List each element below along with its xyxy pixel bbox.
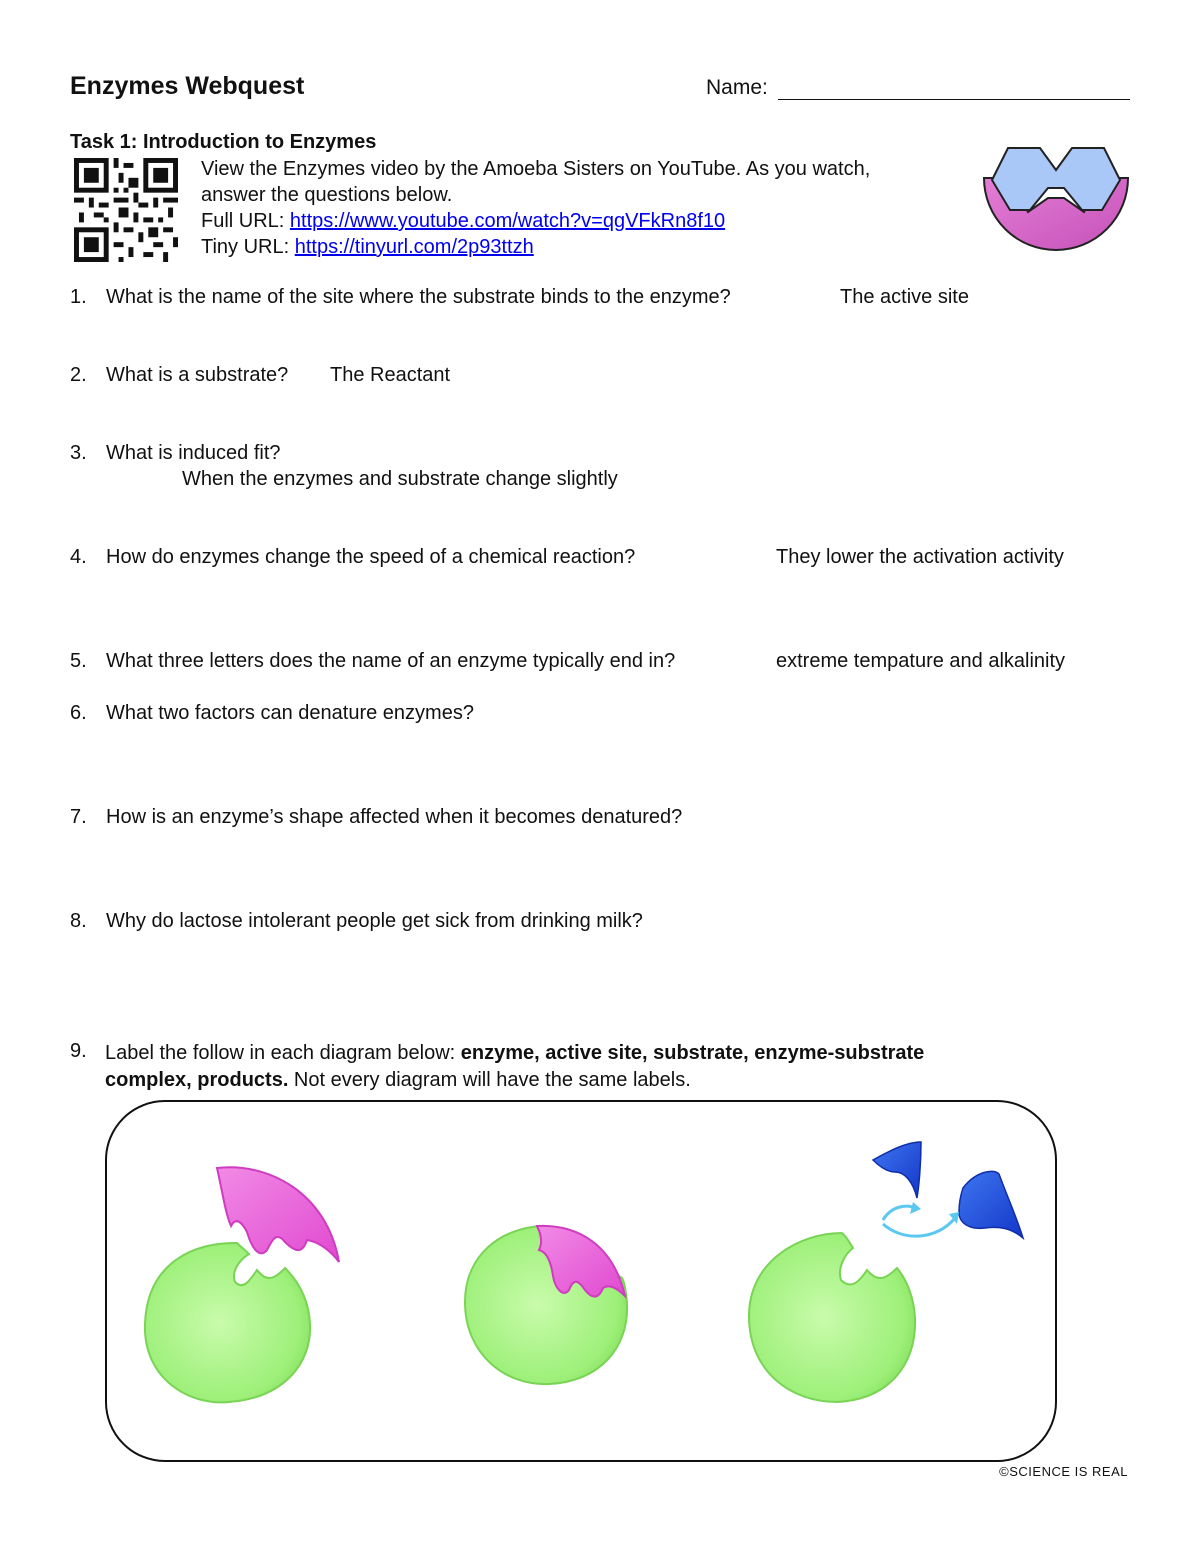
product-1 [873, 1142, 921, 1198]
question-text: What two factors can denature enzymes? [106, 702, 474, 724]
question-text: How do enzymes change the speed of a chemical reaction? [106, 546, 636, 568]
tiny-url-row [201, 234, 870, 260]
q9-lead: Label the follow in each diagram below: [105, 1042, 461, 1064]
question-number: 4. [70, 546, 87, 568]
full-url-link[interactable]: https://www.youtube.com/watch?v=qgVFkRn8f10 [289, 210, 726, 232]
name-field-line[interactable] [778, 99, 1130, 100]
question-number: 7. [70, 806, 87, 828]
q9-tail: Not every diagram will have the same labels. [288, 1069, 691, 1091]
intro-line-2: answer the questions below. [201, 184, 453, 206]
copyright-footer: ©SCIENCE IS REAL [999, 1464, 1128, 1479]
product-2 [959, 1171, 1023, 1238]
qr-code-icon [74, 158, 178, 262]
diagram-1 [145, 1167, 339, 1402]
q9-terms-line1: enzyme, active site, substrate, enzyme-substrate [460, 1042, 925, 1064]
tiny-url-label: Tiny URL: [201, 236, 295, 258]
diagram-box [105, 1100, 1057, 1462]
enzyme-3 [749, 1233, 915, 1402]
answer-1: The active site [840, 286, 969, 308]
question-9-text [105, 1040, 1085, 1094]
name-label: Name: [706, 76, 768, 99]
question-text: What three letters does the name of an enzyme typically end in? [106, 650, 676, 672]
question-text: What is induced fit? [106, 442, 281, 464]
diagram-2 [465, 1226, 627, 1384]
answer-4: They lower the activation activity [776, 546, 1064, 568]
full-url-label: Full URL: [201, 210, 290, 232]
question-2 [70, 364, 288, 387]
question-text: Why do lactose intolerant people get sick from drinking milk? [106, 910, 643, 932]
question-number: 3. [70, 442, 87, 464]
reaction-arrow-2 [883, 1218, 955, 1236]
arrowhead-1 [910, 1202, 921, 1214]
question-text: What is the name of the site where the substrate binds to the enzyme? [106, 286, 731, 308]
answer-5: extreme tempature and alkalinity [776, 650, 1066, 672]
full-url-row [201, 208, 870, 234]
question-4 [70, 546, 635, 569]
question-text: How is an enzyme’s shape affected when it becomes denatured? [106, 806, 683, 828]
question-number: 2. [70, 364, 87, 386]
question-6 [70, 702, 474, 725]
question-number: 5. [70, 650, 87, 672]
enzyme-logo-illustration [978, 140, 1134, 274]
question-number: 6. [70, 702, 87, 724]
question-number: 8. [70, 910, 87, 932]
answer-2: The Reactant [330, 364, 451, 386]
question-7 [70, 806, 682, 829]
task1-intro [201, 156, 870, 260]
task1-heading: Task 1: Introduction to Enzymes [70, 131, 377, 153]
diagram-3 [749, 1142, 1023, 1402]
enzyme-diagrams [107, 1102, 1055, 1460]
question-3 [70, 442, 281, 465]
question-number: 1. [70, 286, 87, 308]
tiny-url-link[interactable]: https://tinyurl.com/2p93ttzh [294, 236, 534, 258]
question-5 [70, 650, 675, 673]
q9-terms-line2: complex, products. [105, 1069, 289, 1091]
intro-line-1: View the Enzymes video by the Amoeba Sisters on YouTube. As you watch, [201, 158, 871, 180]
reaction-arrow-1 [883, 1206, 915, 1220]
page-title: Enzymes Webquest [70, 72, 305, 100]
question-1 [70, 286, 731, 309]
enzyme-1 [145, 1243, 310, 1402]
question-text: What is a substrate? [106, 364, 289, 386]
question-9-number: 9. [70, 1040, 87, 1062]
question-8 [70, 910, 643, 933]
answer-3: When the enzymes and substrate change slightly [182, 468, 618, 490]
